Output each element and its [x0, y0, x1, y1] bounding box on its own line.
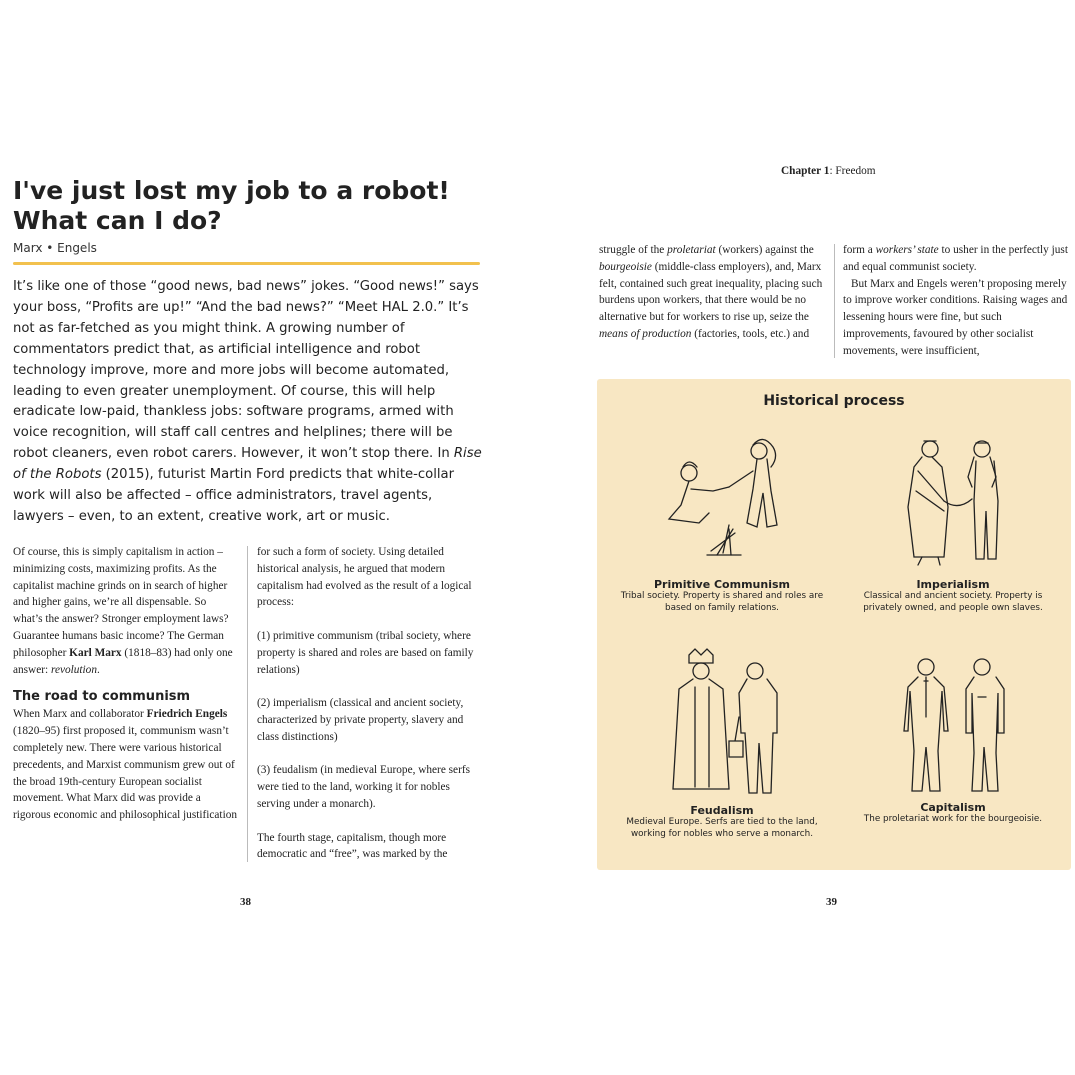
list-item: (2) imperialism (classical and ancient society, characterized by private property, slavery and class distinctions): [257, 697, 464, 743]
stage-name: Capitalism: [920, 801, 986, 814]
body-paragraph: for such a form of society. Using detailed historical analysis, he argued that modern capitalism had evolved as the result of a logical process:: [257, 546, 472, 609]
body-paragraph: The fourth stage, capitalism, though more democratic and “free”, was marked by the: [257, 831, 448, 861]
body-paragraph: But Marx and Engels weren’t proposing merely to improve worker conditions. Raising wages and lessening hours were fine, but such improvements, favoured by other socialist movements, were insufficient,: [843, 277, 1068, 357]
stage-description: Medieval Europe. Serfs are tied to the land, working for nobles who serve a monarch.: [626, 817, 818, 839]
title-line-1: I've just lost my job to a robot!: [13, 176, 450, 205]
stage-feudalism: [613, 647, 831, 840]
column-divider: [247, 546, 248, 862]
title-line-2: What can I do?: [13, 206, 222, 235]
stage-name: Imperialism: [916, 578, 990, 591]
page-number: 39: [826, 896, 837, 908]
businessman-and-worker-icon: [878, 647, 1028, 799]
body-paragraph: Of course, this is simply capitalism in action – minimizing costs, maximizing profits. As the capitalist machine grinds on in search of higher and higher gains, we’re all dispensable. So what’s the answer? Stronger employment laws? Guarantee humans basic income? The German philosopher Karl Marx (1818–83) had only one answer: revolution.: [13, 546, 233, 676]
body-paragraph: form a workers’ state to usher in the perfectly just and equal communist society.: [843, 244, 1068, 273]
left-column-1: [13, 544, 238, 824]
left-page: [0, 0, 537, 1075]
intro-paragraph: It’s like one of those “good news, bad news” jokes. “Good news!” says your boss, “Profits are up!” “And the bad news?” “Meet HAL 2.0.” It’s not as far-fetched as you might think. A growing number of commentators predict that, as artificial intelligence and robot technology improve, more and more jobs will become automated, leading to even greater unemployment. Of course, this will help eradicate low-paid, thankless jobs: software programs, armed with voice recognition, will staff call centres and helplines; there will be robot cleaners, even robot carers. However, it won’t stop there. In Rise of the Robots (2015), futurist Martin Ford predicts that white-collar work will also be affected – office administrators, travel agents, lawyers – even, to an extent, creative work, art or music.: [13, 279, 482, 524]
right-column-1: [599, 242, 827, 343]
historical-process-panel: [597, 379, 1071, 870]
page-number: 38: [240, 896, 251, 908]
page-title: [13, 176, 483, 236]
body-paragraph: struggle of the proletariat (workers) against the bourgeoisie (middle-class employers), and, Marx felt, contained such great inequality, placing such burdens upon workers, that there would be no alternative but for workers to rise up, seize the means of production (factories, tools, etc.) and: [599, 244, 823, 340]
philosopher-tags: Marx • Engels: [13, 241, 97, 255]
list-item: (3) feudalism (in medieval Europe, where serfs were tied to the land, working it for nobles serving under a monarch).: [257, 764, 470, 810]
stage-description: Classical and ancient society. Property is privately owned, and people own slaves.: [863, 591, 1043, 613]
right-column-2: [843, 242, 1072, 360]
stage-imperialism: [844, 431, 1062, 614]
body-paragraph: When Marx and collaborator Friedrich Engels (1820–95) first proposed it, communism wasn’t completely new. There were various historical precedents, and Marxist communism grew out of the broad 19th-century European socialist movement. What Marx did was provide a rigorous economic and philosophical justification: [13, 708, 238, 822]
noble-and-serf-icon: [647, 647, 797, 802]
stage-description: Tribal society. Property is shared and roles are based on family relations.: [620, 591, 824, 613]
column-divider: [834, 244, 835, 358]
left-column-2: [257, 544, 485, 863]
title-underline: [13, 262, 480, 265]
stage-primitive-communism: [613, 431, 831, 614]
list-item: (1) primitive communism (tribal society, where property is shared and roles are based on family relations): [257, 629, 474, 676]
panel-title: Historical process: [763, 393, 905, 409]
right-page: [538, 0, 1075, 1075]
stage-name: Primitive Communism: [654, 578, 790, 591]
running-head: Chapter 1: Freedom: [781, 165, 876, 177]
tribal-people-icon: [647, 431, 797, 576]
roman-and-slave-icon: [878, 431, 1028, 576]
stage-name: Feudalism: [690, 804, 754, 817]
section-heading: The road to communism: [13, 689, 191, 705]
stage-capitalism: [844, 647, 1062, 826]
stage-description: The proletariat work for the bourgeoisie.: [863, 814, 1043, 824]
